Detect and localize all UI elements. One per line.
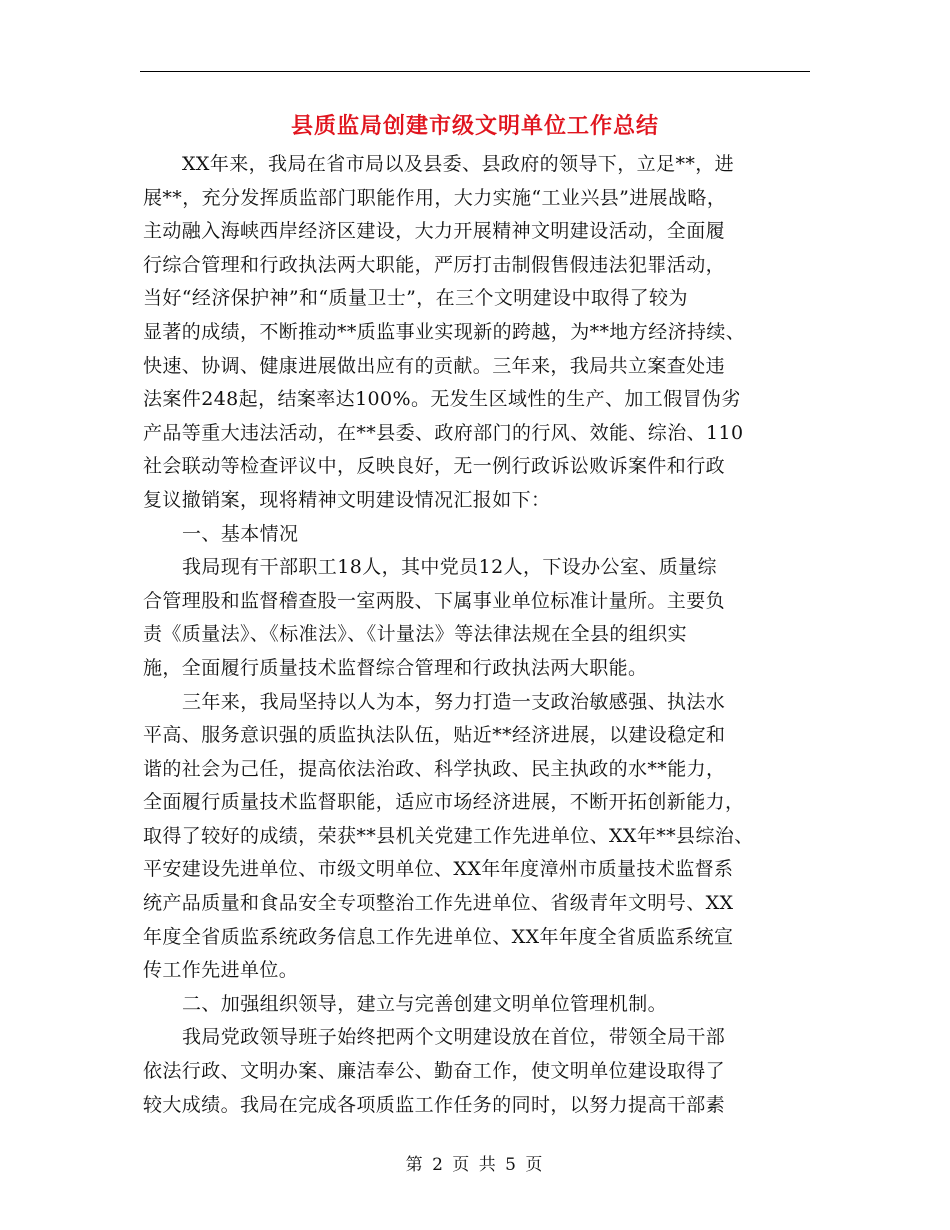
text-line: 快速、协调、健康进展做出应有的贡献。三年来，我局共立案查处违	[143, 354, 726, 377]
text-line: 当好“经济保护神”和“质量卫士”，在三个文明建设中取得了较为	[143, 287, 688, 310]
text-line: 复议撤销案，现将精神文明建设情况汇报如下：	[143, 488, 551, 511]
text-line: 平安建设先进单位、市级文明单位、XX年年度漳州市质量技术监督系	[143, 858, 734, 881]
text-line: 展**，充分发挥质监部门职能作用，大力实施“工业兴县”进展战略，	[143, 186, 727, 209]
text-line: 三年来，我局坚持以人为本，努力打造一支政治敏感强、执法水	[182, 690, 726, 713]
text-line: 传工作先进单位。	[143, 959, 299, 982]
text-line: 取得了较好的成绩，荣获**县机关党建工作先进单位、XX年**县综治、	[143, 824, 754, 847]
text-line: 二、加强组织领导，建立与完善创建文明单位管理机制。	[182, 992, 668, 1015]
document-body	[143, 148, 813, 1122]
text-line: 产品等重大违法活动，在**县委、政府部门的行风、效能、综治、110	[143, 421, 744, 444]
document-title: 县质监局创建市级文明单位工作总结	[290, 113, 659, 139]
text-line: 社会联动等检查评议中，反映良好，无一例行政诉讼败诉案件和行政	[143, 455, 726, 478]
text-line: 全面履行质量技术监督职能，适应市场经济进展，不断开拓创新能力，	[143, 791, 745, 814]
text-line: 责《质量法》、《标准法》、《计量法》等法律法规在全县的组织实	[143, 623, 688, 646]
text-line: 我局党政领导班子始终把两个文明建设放在首位，带领全局干部	[182, 1026, 726, 1049]
text-line: 主动融入海峡西岸经济区建设，大力开展精神文明建设活动，全面履	[143, 220, 726, 243]
text-line: 法案件248起，结案率达100%。无发生区域性的生产、加工假冒伪劣	[143, 388, 741, 411]
text-line: XX年来，我局在省市局以及县委、县政府的领导下，立足**，进	[182, 153, 735, 175]
text-line: 显著的成绩，不断推动**质监事业实现新的跨越，为**地方经济持续、	[143, 320, 746, 343]
text-line: 较大成绩。我局在完成各项质监工作任务的同时，以努力提高干部素	[143, 1093, 726, 1116]
text-line: 统产品质量和食品安全专项整治工作先进单位、省级青年文明号、XX	[143, 892, 734, 915]
text-line: 依法行政、文明办案、廉洁奉公、勤奋工作，使文明单位建设取得了	[143, 1060, 726, 1083]
header-rule	[140, 71, 810, 72]
text-line: 年度全省质监系统政务信息工作先进单位、XX年年度全省质监系统宣	[143, 925, 734, 948]
text-line: 平高、服务意识强的质监执法队伍，贴近**经济进展，以建设稳定和	[143, 724, 726, 747]
text-line: 行综合管理和行政执法两大职能，严厉打击制假售假违法犯罪活动，	[143, 253, 726, 276]
text-line: 合管理股和监督稽查股一室两股、下属事业单位标准计量所。主要负	[143, 589, 726, 612]
page-footer: 第 2 页 共 5 页	[405, 1155, 545, 1175]
text-line: 施，全面履行质量技术监督综合管理和行政执法两大职能。	[143, 656, 648, 679]
text-line: 一、基本情况	[182, 522, 299, 545]
text-line: 我局现有干部职工18人，其中党员12人，下设办公室、质量综	[182, 556, 717, 579]
text-line: 谐的社会为己任，提高依法治政、科学执政、民主执政的水**能力，	[143, 757, 726, 780]
